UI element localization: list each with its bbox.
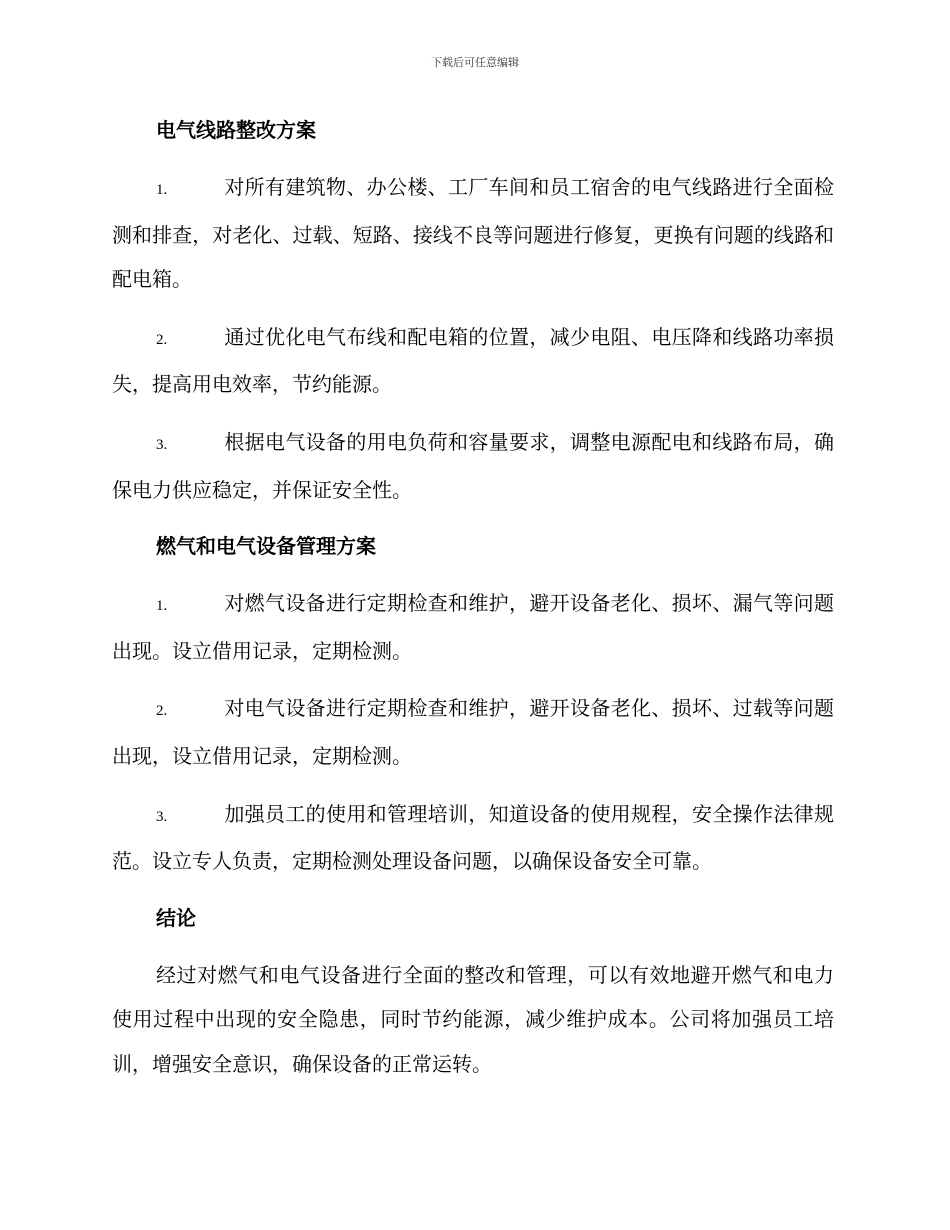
list-number: 1. (156, 598, 168, 615)
list-item (112, 792, 834, 884)
document-body (112, 108, 834, 1087)
list-text: 对燃气设备进行定期检查和维护，避开设备老化、损坏、漏气等问题出现。设立借用记录，定期检测。 (112, 591, 834, 663)
list-item (112, 315, 834, 407)
list-item (112, 686, 834, 778)
list-text: 对电气设备进行定期检查和维护，避开设备老化、损坏、过载等问题出现，设立借用记录，定期检测。 (112, 696, 834, 768)
list-text: 通过优化电气布线和配电箱的位置，减少电阻、电压降和线路功率损失，提高用电效率，节约能源。 (112, 324, 834, 397)
list-number: 2. (156, 331, 168, 348)
list-number: 3. (156, 436, 168, 453)
page-header: 下载后可任意编辑 (431, 56, 519, 69)
list-item (112, 581, 834, 673)
list-number: 2. (156, 703, 168, 720)
list-item (112, 165, 834, 302)
list-item (112, 420, 834, 512)
section-heading-conclusion: 结论 (156, 905, 196, 930)
list-text: 加强员工的使用和管理培训，知道设备的使用规程，安全操作法律规范。设立专人负责，定期检测处理设备问题，以确保设备安全可靠。 (112, 801, 834, 874)
list-number: 1. (156, 182, 168, 198)
list-text: 对所有建筑物、办公楼、工厂车间和员工宿舍的电气线路进行全面检测和排查，对老化、过载、短路、接线不良等问题进行修复，更换有问题的线路和配电箱。 (112, 175, 834, 292)
list-text: 根据电气设备的用电负荷和容量要求，调整电源配电和线路布局，确保电力供应稳定，并保证安全性。 (112, 429, 834, 502)
section-heading-wiring: 电气线路整改方案 (156, 118, 316, 142)
list-number: 3. (156, 808, 168, 825)
conclusion-paragraph: 经过对燃气和电气设备进行全面的整改和管理，可以有效地避开燃气和电力使用过程中出现的安全隐患，同时节约能源，减少维护成本。公司将加强员工培训，增强安全意识，确保设备的正常运转。 (112, 962, 834, 1076)
section-heading-equipment: 燃气和电气设备管理方案 (156, 534, 376, 559)
